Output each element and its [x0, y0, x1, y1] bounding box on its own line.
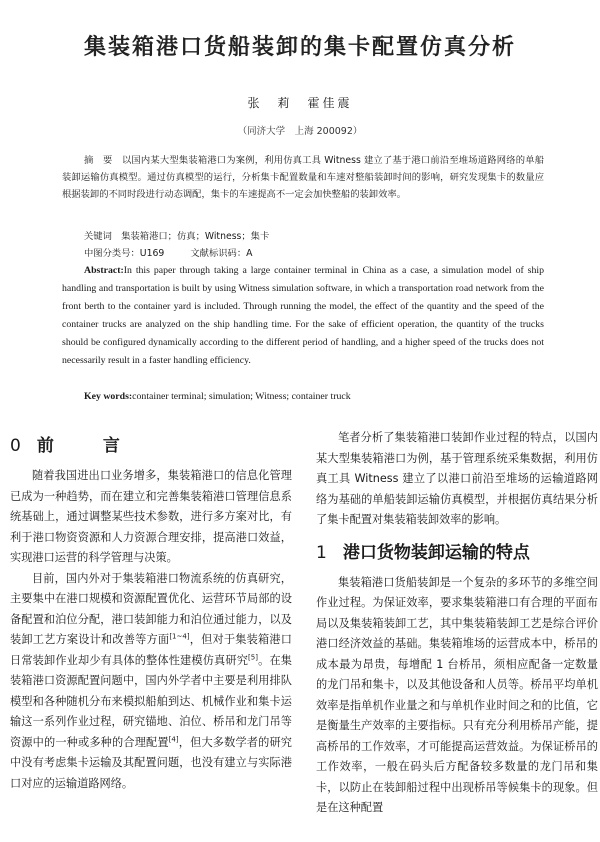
abstract-label: Abstract: [84, 265, 124, 276]
right-column [316, 428, 598, 819]
abstract-text: In this paper through taking a large container terminal in China as a case, a simulation model of ship handling and transportation is built by using Witness simulation software, in which a transportation road network from the front berth to the container yard is included. Through running the model, the effect of the quantity and the speed of the container trucks are analyzed on the ship handling time. For the sake of efficient operation, the quantity of the trucks should be configured dynamically according to the different period of handling, and a higher speed of the trucks does not necessarily result in a faster handling efficiency. [62, 265, 544, 366]
para-text: ，但对于集装箱港口日常装卸作业却少有具体的整体性建模仿真研究 [10, 633, 292, 667]
chinese-abstract: 摘 要 以国内某大型集装箱港口为案例，利用仿真工具 Witness 建立了基于港口前沿至堆场道路网络的单船装卸运输仿真模型。通过仿真模型的运行，分析集卡配置数量和车速对整船装卸时间的影响，研究发现集卡的数量应根据装卸的不同时段进行动态调配，集卡的车速提高不一定会加快整船的装卸效率。 [62, 155, 544, 200]
section-1-paragraph-1: 集装箱港口货船装卸是一个复杂的多环节的多维空间作业过程。为保证效率，要求集装箱港口有合理的平面布局以及集装箱装卸工艺，其中集装箱装卸工艺是综合评价港口经济效益的基础。集装箱堆场的运营成本中，桥吊的成本最为昂贵，每增配 1 台桥吊，须相应配备一定数量的龙门吊和集卡，以及其他设备和人员等。桥吊平均单机效率是指单机作业量之和与单机作业时间之和的比值，它是衡量生产效率的主要指标。只有充分利用桥吊产能，提高桥吊的工作效率，才可能提高运营效益。为保证桥吊的工作效率，一般在码头后方配备较多数量的龙门吊和集卡，以防止在装卸船过程中出现桥吊等候集卡的现象。但是在这种配置 [316, 575, 598, 814]
citation: [1~4] [169, 632, 190, 641]
para-text: ，但大多数学者的研究中没有考虑集卡运输及其配置问题，也没有建立与实际港口对应的运输道路网络。 [10, 735, 292, 790]
affiliation: （同济大学 上海 200092） [237, 126, 363, 137]
section-1-heading [316, 537, 598, 569]
section-1-title: 港口货物装卸运输的特点 [342, 542, 530, 563]
left-column [10, 430, 292, 794]
keywords-label: Key words: [84, 391, 133, 402]
document-code: 文献标识码：A [190, 248, 253, 259]
classification-line [84, 245, 544, 262]
english-abstract [62, 262, 544, 370]
chinese-keywords: 关键词 集装箱港口；仿真；Witness；集卡 [84, 231, 270, 242]
citation: [4] [168, 734, 179, 743]
section-0-title: 前 言 [36, 436, 136, 456]
section-0-heading [10, 430, 292, 462]
section-0-paragraph-1: 随着我国进出口业务增多，集装箱港口的信息化管理已成为一种趋势，而在建立和完善集装箱港口管理信息系统基础上，通过调整某些技术参数，进行多方案对比，有利于港口物资资源和人力资源合理安排，提高港口效益，实现港口运营的科学管理与决策。 [10, 469, 292, 564]
class-number: 中图分类号：U169 [84, 248, 165, 259]
para-text: 目前，国内外对于集装箱港口物流系统的仿真研究，主要集中在港口规模和资源配置优化、运营环节局部的设备配置和泊位分配，港口装卸能力和泊位通过能力，以及装卸工艺方案设计和改善等方面 [10, 571, 292, 646]
english-keywords [84, 388, 544, 406]
section-0-paragraph-2 [10, 569, 292, 795]
para-text: 。在集装箱港口资源配置问题中，国内外学者中主要是利用排队模型和各种随机分布来模拟船舶到达、机械作业和集卡运输这一系列作业过程，研究锚地、泊位、桥吊和龙门吊等资源中的一种或多种的合理配置 [10, 653, 292, 749]
citation: [5] [248, 652, 258, 661]
paper-title: 集装箱港口货船装卸的集卡配置仿真分析 [83, 35, 516, 60]
section-0-number: 0 [10, 436, 21, 456]
section-1-number: 1 [316, 542, 327, 563]
section-0-paragraph-3: 笔者分析了集装箱港口装卸作业过程的特点，以国内某大型集装箱港口为例，基于管理系统采集数据，利用仿真工具 Witness 建立了以港口前沿至堆场的运输道路网络为基础的单船装卸运输仿真模型，并根据仿真结果分析了集卡配置对集装箱装卸效率的影响。 [316, 431, 598, 526]
keywords-text: container terminal; simulation; Witness; container truck [132, 391, 351, 402]
authors: 张 莉 霍佳震 [247, 96, 353, 110]
